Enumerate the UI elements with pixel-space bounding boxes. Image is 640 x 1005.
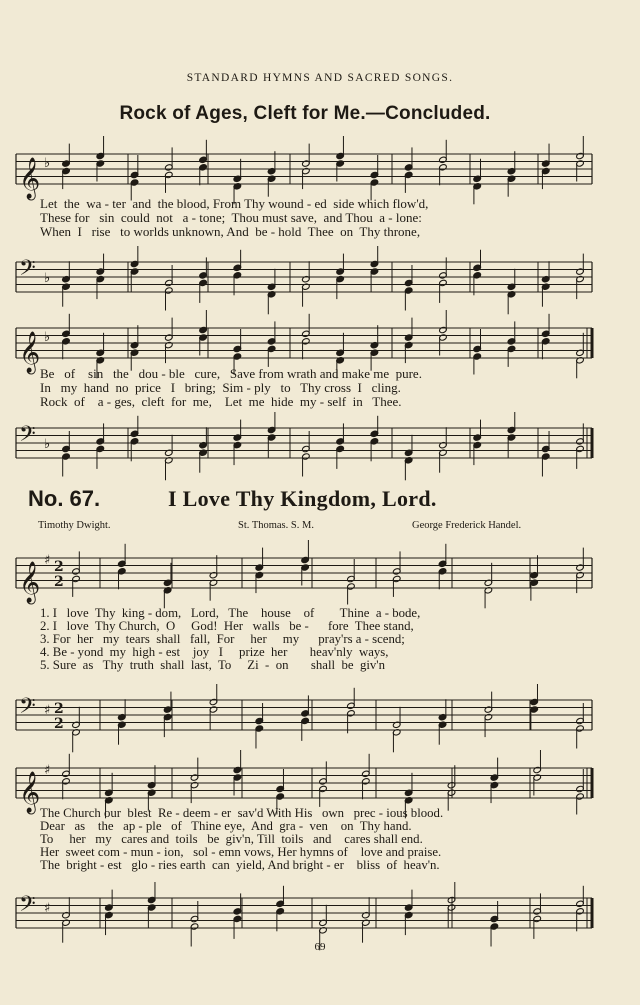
lyrics-verse-kingdom-10: The bright - est glo - ries earth can yield, And bright - er bliss of heav'n. <box>40 858 440 872</box>
svg-text:♭: ♭ <box>44 437 51 452</box>
hymn-title-i-love-thy-kingdom: I Love Thy Kingdom, Lord. <box>168 486 437 511</box>
lyrics-verse-kingdom-7: Dear as the ap - ple of Thine eye, And gra - ven on Thy hand. <box>40 819 412 833</box>
svg-text:2: 2 <box>54 716 64 732</box>
lyrics-verse-kingdom-9: Her sweet com - mun - ion, sol - emn vows, Her hymns of love and praise. <box>40 845 442 859</box>
lyrics-verse-kingdom-3: 3. For her my tears shall fall, For her my pray'rs a - scend; <box>40 632 405 646</box>
hymn-number: No. 67. <box>28 486 101 511</box>
svg-text:𝄞: 𝄞 <box>19 562 41 603</box>
bass-staff-4 <box>0 892 640 934</box>
svg-text:♭: ♭ <box>44 330 51 345</box>
svg-text:2: 2 <box>54 574 64 590</box>
svg-text:♯: ♯ <box>44 901 51 916</box>
tune-name: St. Thomas. S. M. <box>238 520 314 531</box>
svg-text:𝄢: 𝄢 <box>19 694 36 724</box>
svg-text:2: 2 <box>54 701 64 717</box>
treble-staff-3 <box>0 552 640 603</box>
lyrics-verse-rock-6: Rock of a - ges, cleft for me, Let me hide my - self in Thee. <box>40 394 402 409</box>
bass-staff-3 <box>0 694 640 736</box>
lyrics-verse-rock-3: When I rise to worlds unknown, And be - hold Thee on Thy throne, <box>40 224 421 239</box>
svg-text:𝄢: 𝄢 <box>19 892 36 922</box>
lyrics-verse-kingdom-6: The Church our blest Re - deem - er sav'd With His own prec - ious blood. <box>40 806 444 820</box>
author-credit: Timothy Dwight. <box>38 520 111 531</box>
bass-staff-1 <box>0 256 640 298</box>
svg-text:𝄢: 𝄢 <box>19 256 36 286</box>
svg-text:♭: ♭ <box>44 156 51 171</box>
svg-text:2: 2 <box>54 559 64 575</box>
bass-staff-2 <box>0 422 640 464</box>
treble-staff-1 <box>0 148 640 199</box>
svg-text:♭: ♭ <box>44 271 51 286</box>
svg-text:♯: ♯ <box>44 553 51 568</box>
svg-text:𝄞: 𝄞 <box>19 158 41 199</box>
lyrics-verse-kingdom-2: 2. I love Thy Church, O God! Her walls be - fore Thee stand, <box>40 619 414 633</box>
lyrics-verse-rock-5: In my hand no price I bring; Sim - ply to Thy cross I cling. <box>40 380 401 395</box>
svg-text:♯: ♯ <box>44 763 51 778</box>
lyrics-verse-kingdom-8: To her my cares and toils be giv'n, Till toils and cares shall end. <box>40 832 423 846</box>
composer-credit: George Frederick Handel. <box>412 520 522 531</box>
lyrics-verse-rock-1: Let the wa - ter and the blood, From Thy wound - ed side which flow'd, <box>40 196 429 211</box>
svg-text:𝄢: 𝄢 <box>19 422 36 452</box>
hymn-title-rock-of-ages: Rock of Ages, Cleft for Me.—Concluded. <box>119 103 491 124</box>
lyrics-verse-kingdom-4: 4. Be - yond my high - est joy I prize her heav'nly ways, <box>40 645 389 659</box>
lyrics-verse-rock-4: Be of sin the dou - ble cure, Save from wrath and make me pure. <box>40 366 422 381</box>
svg-text:𝄞: 𝄞 <box>19 772 41 813</box>
running-head: STANDARD HYMNS AND SACRED SONGS. <box>186 72 454 84</box>
lyrics-verse-kingdom-1: 1. I love Thy king - dom, Lord, The house of Thine a - bode, <box>40 606 421 620</box>
page-number: 69 <box>314 941 326 953</box>
lyrics-verse-rock-2: These for sin could not a - tone; Thou must save, and Thou a - lone: <box>40 210 422 225</box>
svg-text:𝄞: 𝄞 <box>19 332 41 373</box>
treble-staff-2 <box>0 322 640 373</box>
svg-text:♯: ♯ <box>44 703 51 718</box>
lyrics-verse-kingdom-5: 5. Sure as Thy truth shall last, To Zi - on shall be giv'n <box>40 658 386 672</box>
